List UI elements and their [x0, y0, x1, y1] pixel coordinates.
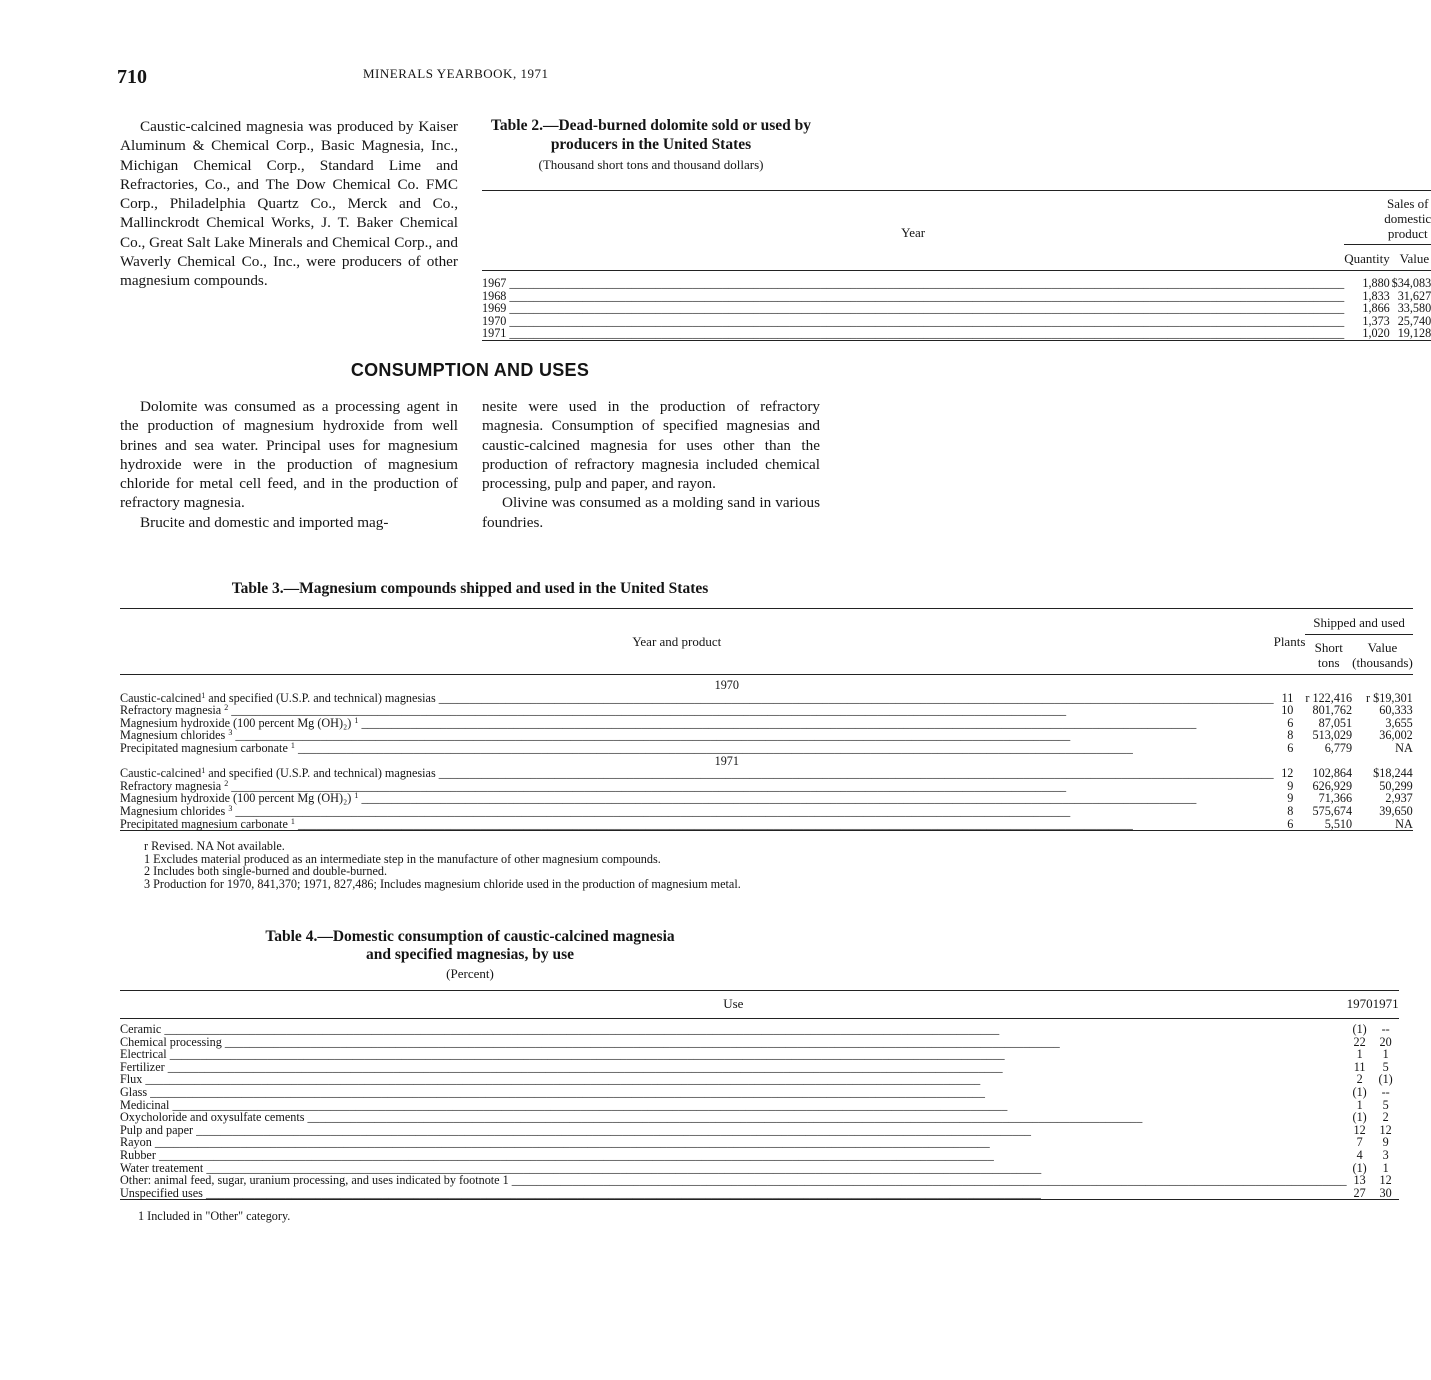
consumption-paragraph: Dolomite was consumed as a processing agent in the production of magnesium hydroxide from well brines and sea water. Principal uses for magnesium hydroxide were in the production of magnesium chloride for metal cell feed, and in the production of refractory magnesia. — [120, 398, 458, 512]
table3-year-heading: 1971 — [714, 753, 739, 768]
table3-col-product: Year and product — [632, 634, 722, 649]
table-row — [120, 767, 1413, 780]
table4-1970: (1) — [1352, 1110, 1367, 1125]
table3-product: Caustic-calcined$^1$ and specified (U.S.P. and technical) magnesias _____ — [120, 692, 1274, 705]
table-row — [120, 1086, 1399, 1099]
table4-use: Fertilizer _____ — [120, 1061, 1347, 1074]
table3-plants: 8 — [1287, 803, 1294, 818]
table2-quantity: 1,833 — [1362, 288, 1390, 303]
table4-1970: 7 — [1356, 1135, 1363, 1150]
table2-value: 25,740 — [1397, 313, 1431, 328]
footnote: r Revised. NA Not available. — [144, 839, 285, 853]
table3-plants: 6 — [1287, 740, 1294, 755]
table3-product: Magnesium chlorides $^3$ _____ — [120, 729, 1274, 742]
table2-year: 1968 _____ — [482, 290, 1344, 303]
table2-year: 1967 _____ — [482, 277, 1344, 290]
table4-1971: 12 — [1379, 1122, 1392, 1137]
table4-1971: -- — [1381, 1022, 1390, 1036]
table-row — [120, 1048, 1399, 1061]
table3-product: Caustic-calcined$^1$ and specified (U.S.P. and technical) magnesias _____ — [120, 767, 1274, 780]
consumption-paragraph: Olivine was consumed as a molding sand in various foundries. — [482, 494, 820, 531]
page-number: 710 — [117, 66, 147, 88]
table-row — [120, 1149, 1399, 1162]
running-title: MINERALS YEARBOOK, 1971 — [363, 66, 549, 81]
table2-subtitle: (Thousand short tons and thousand dollars) — [538, 157, 764, 172]
table3-tons: 87,051 — [1318, 715, 1353, 730]
table3-value: 3,655 — [1385, 715, 1413, 730]
table4-title — [120, 928, 820, 964]
table4-use: Pulp and paper _____ — [120, 1124, 1347, 1137]
table3-plants: 12 — [1281, 766, 1294, 781]
table3-value: 60,333 — [1379, 703, 1413, 718]
table4-1971: 9 — [1382, 1135, 1389, 1150]
section-heading: CONSUMPTION AND USES — [350, 360, 590, 380]
table3-plants: 8 — [1287, 728, 1294, 743]
consumption-paragraph: nesite were used in the production of refractory magnesia. Consumption of specified magnesias and caustic-calcined magnesia for uses other than the production of refractory magnesia included chemical processing, pulp and paper, and rayon. — [482, 398, 820, 493]
consumption-paragraph: Brucite and domestic and imported mag- — [140, 513, 389, 531]
table4-1971: 3 — [1382, 1147, 1389, 1162]
table-row — [120, 1111, 1399, 1124]
table4-1971: 1 — [1382, 1160, 1389, 1175]
table3-title: Table 3.—Magnesium compounds shipped and used in the United States — [231, 580, 709, 597]
table2-year: 1969 _____ — [482, 302, 1344, 315]
table-row — [482, 302, 1431, 315]
table3-value: 50,299 — [1379, 778, 1413, 793]
table4-use: Other: animal feed, sugar, uranium processing, and uses indicated by footnote 1 _____ — [120, 1174, 1347, 1187]
table4-1971: 20 — [1379, 1034, 1392, 1049]
table4-use: Rubber _____ — [120, 1149, 1347, 1162]
table4-1970: (1) — [1352, 1022, 1367, 1036]
table2 — [482, 190, 1431, 341]
table3-tons: 513,029 — [1312, 728, 1353, 743]
table4-1970: 11 — [1353, 1059, 1366, 1074]
table3-year-heading: 1970 — [714, 678, 739, 692]
table4-1970: 1 — [1356, 1047, 1363, 1062]
table2-col-quantity: Quantity — [1344, 251, 1390, 266]
table4-1971: 2 — [1382, 1110, 1389, 1125]
table2-col-year: Year — [901, 225, 926, 240]
table4-use: Glass _____ — [120, 1086, 1347, 1099]
table-row — [120, 1023, 1399, 1036]
table3-tons: 71,366 — [1318, 791, 1353, 806]
table4-1971: -- — [1381, 1084, 1390, 1099]
table3-plants: 11 — [1281, 690, 1294, 705]
table4-1971: 5 — [1382, 1097, 1389, 1112]
table3-value: $18,244 — [1373, 766, 1413, 781]
table4-use: Oxycholoride and oxysulfate cements _____ — [120, 1111, 1347, 1124]
table3-value: 2,937 — [1385, 791, 1413, 806]
table-row — [120, 818, 1413, 831]
table3-col-value: Value (thousands) — [1352, 640, 1413, 670]
consumption-right-column — [482, 397, 820, 532]
table3-tons: 801,762 — [1312, 703, 1353, 718]
table3-value: NA — [1395, 740, 1413, 755]
table4-use: Medicinal _____ — [120, 1099, 1347, 1112]
table3-product: Magnesium chlorides $^3$ _____ — [120, 805, 1274, 818]
table4-title-line: and specified magnesias, by use — [366, 946, 574, 963]
table4-1970: (1) — [1352, 1160, 1367, 1175]
table3-product: Precipitated magnesium carbonate $^1$ _____ — [120, 742, 1274, 755]
table2-quantity: 1,373 — [1362, 313, 1390, 328]
table4 — [120, 990, 1399, 1200]
table4-1971: 30 — [1379, 1185, 1392, 1200]
table4-use: Flux _____ — [120, 1073, 1347, 1086]
table3-tons: 575,674 — [1312, 803, 1353, 818]
table2-col-group: Sales of domestic product — [1344, 191, 1431, 245]
table2-year: 1970 _____ — [482, 315, 1344, 328]
table4-1971: (1) — [1378, 1072, 1393, 1087]
table4-1971: 1 — [1382, 1047, 1389, 1062]
table4-use: Electrical _____ — [120, 1048, 1347, 1061]
table3-value: NA — [1395, 816, 1413, 831]
table4-footnote: 1 Included in "Other" category. — [138, 1209, 291, 1223]
table3-product: Precipitated magnesium carbonate $^1$ _____ — [120, 818, 1274, 831]
table3-tons: 102,864 — [1312, 766, 1353, 781]
footnote: 3 Production for 1970, 841,370; 1971, 827,486; Includes magnesium chloride used in the production of magnesium metal. — [144, 876, 741, 891]
table3 — [120, 608, 1413, 831]
table2-year: 1971 _____ — [482, 327, 1344, 340]
table3-footnotes — [120, 840, 822, 890]
table2-title: Table 2.—Dead-burned dolomite sold or used by producers in the United States — [491, 117, 811, 153]
table3-plants: 6 — [1287, 816, 1294, 831]
table2-value: 33,580 — [1397, 301, 1431, 316]
table4-col-use: Use — [723, 996, 744, 1011]
table3-product: Refractory magnesia $^2$ _____ — [120, 704, 1274, 717]
table3-tons: 5,510 — [1324, 816, 1353, 831]
table3-product: Magnesium hydroxide (100 percent Mg (OH)₂) $^1$ _____ — [120, 792, 1274, 805]
table4-1970: (1) — [1352, 1084, 1367, 1099]
table2-value: $34,083 — [1391, 276, 1431, 290]
table4-use: Chemical processing _____ — [120, 1036, 1347, 1049]
intro-text: Caustic-calcined magnesia was produced by Kaiser Aluminum & Chemical Corp., Basic Magnesia, Inc., Michigan Chemical Corp., Standard Lime and Refractories, Co., and The Dow Chemical Co. FMC Corp., Philadelphia Quartz Co., Merck and Co., Mallinckrodt Chemical Works, J. T. Baker Chemical Co., Great Salt Lake Minerals and Chemical Corp., and Waverly Chemical Co., Inc., were producers of other magnesium compounds. — [120, 118, 458, 290]
table3-tons: 6,779 — [1324, 740, 1353, 755]
table-row — [482, 327, 1431, 340]
table4-1970: 27 — [1353, 1185, 1366, 1200]
table-row — [482, 277, 1431, 290]
table2-quantity: 1,020 — [1362, 326, 1390, 341]
table4-1970: 1 — [1356, 1097, 1363, 1112]
table4-subtitle: (Percent) — [446, 966, 494, 981]
intro-paragraph — [120, 117, 458, 291]
table4-1970: 13 — [1353, 1173, 1366, 1188]
table3-plants: 9 — [1287, 778, 1294, 793]
table3-value: r $19,301 — [1366, 690, 1413, 705]
table4-use: Unspecified uses _____ — [120, 1187, 1347, 1200]
table4-1971: 5 — [1382, 1059, 1389, 1074]
footnote: 2 Includes both single-burned and double-burned. — [144, 864, 388, 879]
table4-col-1970: 1970 — [1346, 996, 1373, 1011]
table3-plants: 6 — [1287, 715, 1294, 730]
table-row — [120, 1187, 1399, 1200]
table4-1970: 12 — [1353, 1122, 1366, 1137]
table3-col-group: Shipped and used — [1305, 609, 1412, 635]
table-row — [120, 1174, 1399, 1187]
table3-product: Magnesium hydroxide (100 percent Mg (OH)₂) $^1$ _____ — [120, 717, 1274, 730]
table2-value: 19,128 — [1397, 326, 1431, 341]
table3-col-plants: Plants — [1273, 634, 1306, 649]
table4-1970: 2 — [1356, 1072, 1363, 1087]
table2-col-value: Value — [1399, 251, 1430, 266]
table4-1970: 4 — [1356, 1147, 1363, 1162]
table4-title-line: Table 4.—Domestic consumption of caustic-calcined magnesia — [265, 928, 675, 945]
table4-use: Water treatement _____ — [120, 1162, 1347, 1175]
table4-col-1971: 1971 — [1372, 996, 1399, 1011]
table2-value: 31,627 — [1397, 288, 1431, 303]
footnote: 1 Excludes material produced as an intermediate step in the manufacture of other magnesium compounds. — [144, 851, 661, 866]
table2-quantity: 1,880 — [1362, 276, 1390, 290]
table4-use: Ceramic _____ — [120, 1023, 1347, 1036]
table3-value: 36,002 — [1379, 728, 1413, 743]
table4-1971: 12 — [1379, 1173, 1392, 1188]
table-row — [120, 742, 1413, 755]
table4-use: Rayon _____ — [120, 1136, 1347, 1149]
table3-value: 39,650 — [1379, 803, 1413, 818]
table3-tons: 626,929 — [1312, 778, 1353, 793]
table2-quantity: 1,866 — [1362, 301, 1390, 316]
table-row — [120, 805, 1413, 818]
table3-plants: 10 — [1281, 703, 1294, 718]
table3-product: Refractory magnesia $^2$ _____ — [120, 780, 1274, 793]
table3-tons: r 122,416 — [1305, 690, 1353, 705]
consumption-left-column — [120, 397, 458, 532]
table4-1970: 22 — [1353, 1034, 1366, 1049]
table3-plants: 9 — [1287, 791, 1294, 806]
table3-col-tons: Short tons — [1314, 640, 1343, 670]
